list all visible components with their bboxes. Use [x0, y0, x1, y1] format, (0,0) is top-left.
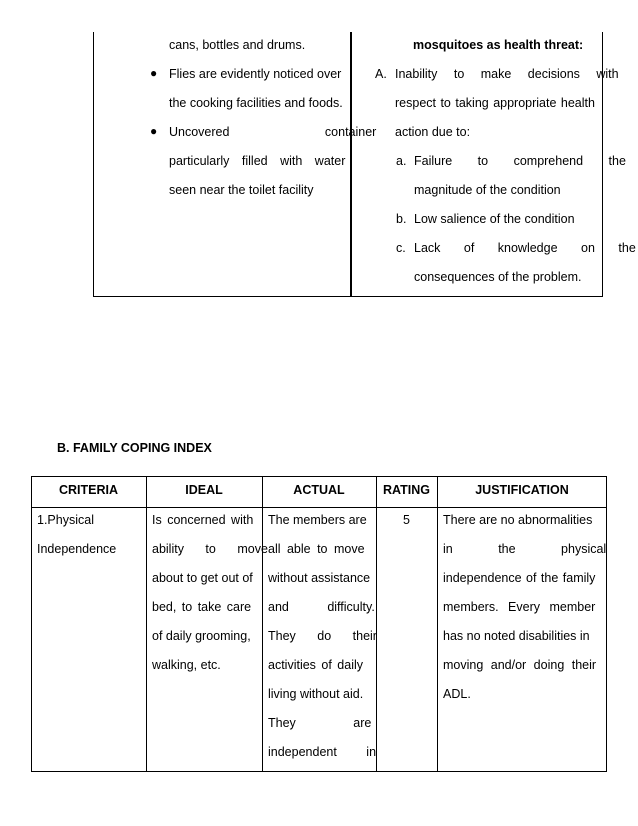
cell-justification-line: in the physical: [443, 542, 607, 556]
list-marker: c.: [396, 241, 406, 255]
cell-ideal-line: about to get out of: [152, 571, 253, 585]
section-title: B. FAMILY COPING INDEX: [57, 441, 212, 455]
cell-actual-line: and difficulty.: [268, 600, 375, 614]
header-rating: RATING: [383, 483, 430, 497]
header-ideal: IDEAL: [185, 483, 223, 497]
cell-heading: mosquitoes as health threat:: [413, 38, 584, 52]
cell-ideal-line: bed, to take care: [152, 600, 252, 614]
cell-actual-line: The members are: [268, 513, 367, 527]
header-justification: JUSTIFICATION: [475, 483, 569, 497]
cell-actual-line: without assistance: [268, 571, 371, 585]
bullet-item-container-line1: [169, 124, 377, 140]
cell-ideal-line: Is concerned with: [152, 513, 254, 527]
cell-justification-line: ADL.: [443, 687, 471, 701]
bullet-icon: ●: [150, 124, 158, 138]
column-divider: [350, 32, 352, 297]
cell-justification-line: members. Every member: [443, 600, 596, 614]
text-line: Low salience of the condition: [414, 212, 575, 226]
header-divider: [31, 507, 607, 508]
cell-ideal-line: ability to move: [152, 542, 268, 556]
text-line: action due to:: [395, 125, 471, 139]
text-line: consequences of the problem.: [414, 270, 582, 284]
cell-justification-line: There are no abnormalities: [443, 513, 593, 527]
bullet-item-flies-line1: [169, 66, 346, 82]
text-line: Lack of knowledge on the: [414, 241, 636, 255]
text-line: Flies are evidently noticed over: [169, 67, 342, 81]
cell-criteria-line: 1.Physical: [37, 513, 94, 527]
cell-ideal-line: of daily grooming,: [152, 629, 251, 643]
cell-criteria-line: Independence: [37, 542, 117, 556]
list-marker: b.: [396, 212, 407, 226]
cell-actual-line: all able to move: [268, 542, 365, 556]
cell-actual-line: independent in: [268, 745, 377, 759]
bullet-icon: ●: [150, 66, 158, 80]
text-line: Inability to make decisions with: [395, 67, 619, 81]
header-actual: ACTUAL: [293, 483, 345, 497]
cell-actual-line: They do their: [268, 629, 377, 643]
text-line: Failure to comprehend the: [414, 154, 626, 168]
cell-ideal-line: walking, etc.: [152, 658, 221, 672]
text-line: magnitude of the condition: [414, 183, 561, 197]
cell-justification-line: has no noted disabilities in: [443, 629, 590, 643]
cell-actual-line: They are: [268, 716, 372, 730]
cell-justification-line: independence of the family: [443, 571, 596, 585]
text-line: particularly filled with water: [169, 154, 346, 168]
text-line: seen near the toilet facility: [169, 183, 314, 197]
list-marker: a.: [396, 154, 407, 168]
text-line: Uncovered container: [169, 125, 377, 139]
column-divider: [262, 476, 263, 772]
text-line: the cooking facilities and foods.: [169, 96, 343, 110]
list-marker: A.: [375, 67, 387, 81]
cell-rating: 5: [403, 513, 410, 527]
cell-actual-line: activities of daily: [268, 658, 364, 672]
column-divider: [146, 476, 147, 772]
column-divider: [437, 476, 438, 772]
cell-actual-line: living without aid.: [268, 687, 364, 701]
header-criteria: CRITERIA: [58, 483, 119, 497]
text-line: respect to taking appropriate health: [395, 96, 595, 110]
text-line: cans, bottles and drums.: [169, 38, 306, 52]
cell-justification-line: moving and/or doing their: [443, 658, 597, 672]
